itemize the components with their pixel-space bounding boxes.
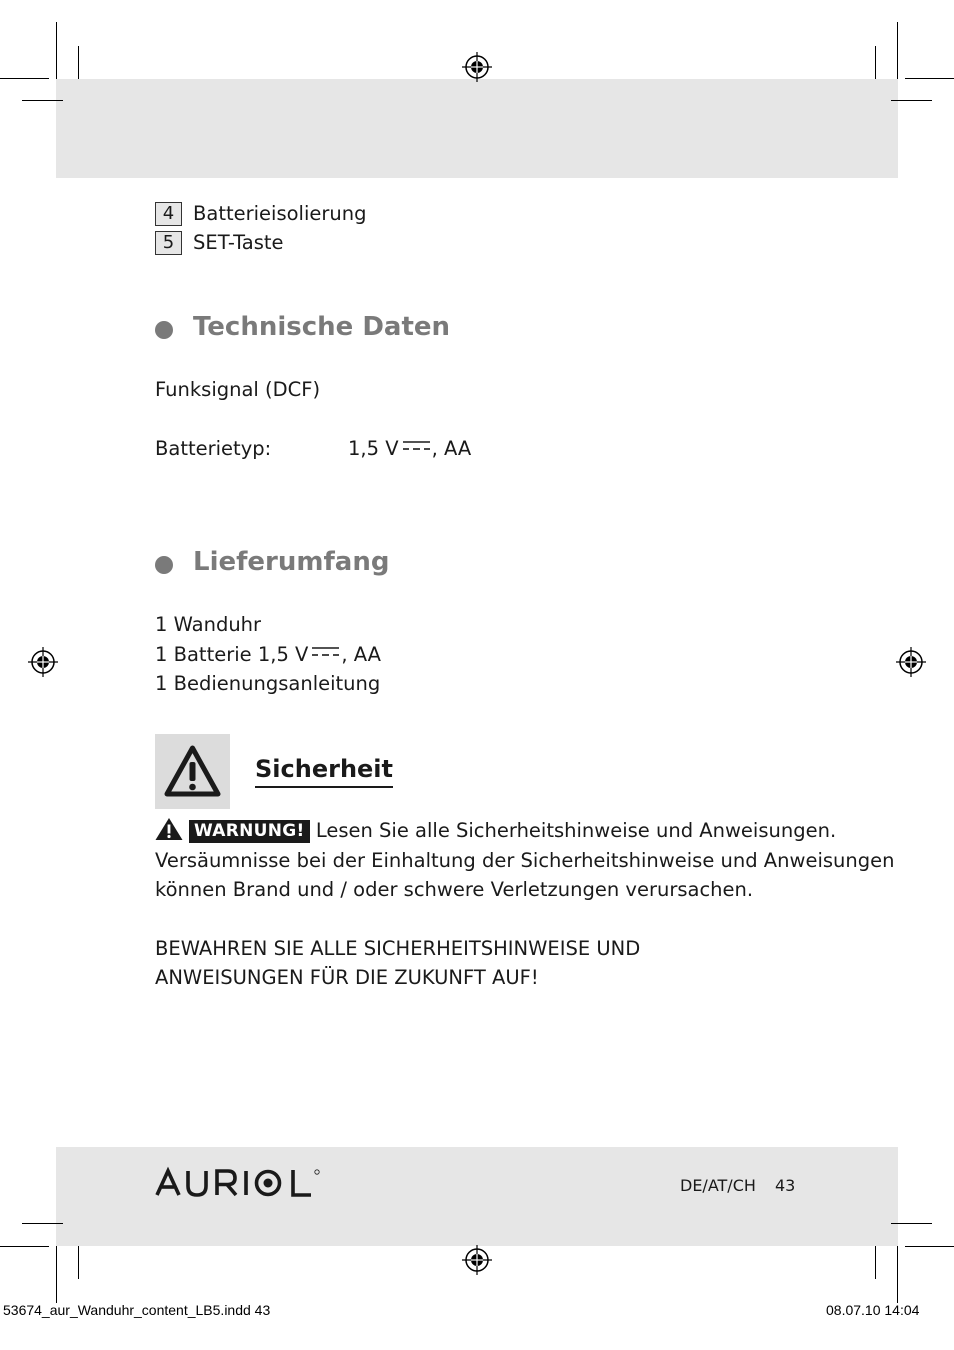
battery-size: , AA [431, 437, 472, 460]
auriol-logo [155, 1166, 330, 1200]
signal-text: Funksignal (DCF) [155, 378, 321, 401]
section-heading-technische-daten: Technische Daten [193, 312, 451, 342]
keep-instructions-line1: BEWAHREN SIE ALLE SICHERHEITSHINWEISE UND [155, 937, 641, 960]
warning-triangle-icon [155, 734, 230, 809]
delivery-battery-size: , AA [341, 643, 382, 666]
direct-current-icon [312, 646, 339, 658]
warning-badge: WARNUNG! [189, 820, 310, 843]
registration-mark-icon [28, 647, 58, 677]
slug-datetime: 08.07.10 14:04 [826, 1302, 920, 1318]
registration-mark-icon [896, 647, 926, 677]
battery-type-label: Batterietyp: [155, 437, 272, 460]
section-bullet-icon [155, 556, 173, 574]
section-heading-sicherheit: Sicherheit [255, 755, 393, 788]
item-number-box: 4 [155, 202, 182, 226]
direct-current-icon [403, 440, 430, 452]
slug-filename: 53674_aur_Wanduhr_content_LB5.indd 43 [3, 1302, 271, 1318]
warning-sign-box [155, 734, 230, 809]
battery-type-value [348, 434, 471, 464]
registration-mark-icon [462, 1245, 492, 1275]
warning-paragraph-line3: können Brand und / oder schwere Verletzungen verursachen. [155, 878, 754, 901]
warning-text: Lesen Sie alle Sicherheitshinweise und Anweisungen. [315, 819, 837, 842]
delivery-item: 1 Bedienungsanleitung [155, 672, 381, 695]
registration-mark-icon [462, 52, 492, 82]
section-heading-lieferumfang: Lieferumfang [193, 547, 390, 577]
item-label: SET-Taste [193, 231, 284, 254]
delivery-item [155, 640, 381, 670]
keep-instructions-line2: ANWEISUNGEN FÜR DIE ZUKUNFT AUF! [155, 966, 539, 989]
warning-paragraph-line1 [155, 816, 836, 846]
warning-paragraph-line2: Versäumnisse bei der Einhaltung der Sicherheitshinweise und Anweisungen [155, 849, 895, 872]
section-bullet-icon [155, 321, 173, 339]
header-band [56, 79, 898, 178]
item-number-box: 5 [155, 231, 182, 255]
delivery-battery-voltage: 1 Batterie 1,5 V [155, 643, 309, 666]
page-number: 43 [775, 1176, 796, 1195]
battery-voltage: 1,5 V [348, 437, 399, 460]
item-label: Batterieisolierung [193, 202, 367, 225]
warning-triangle-icon [155, 817, 183, 841]
delivery-item: 1 Wanduhr [155, 613, 262, 636]
footer-region: DE/AT/CH [680, 1176, 756, 1195]
